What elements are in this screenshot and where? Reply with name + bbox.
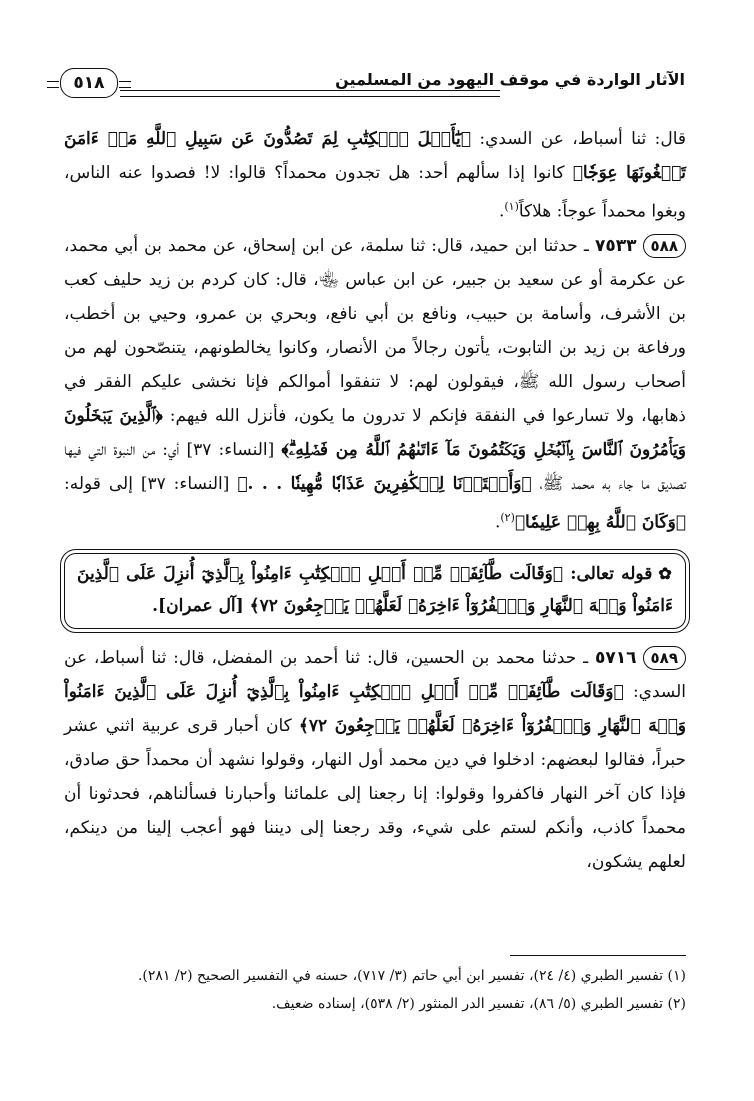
running-header — [60, 68, 685, 112]
p2-text-1: ـ حدثنا ابن حميد، قال: ثنا سلمة، عن ابن إسحاق، عن محمد بن أبي محمد، عن عكرمة أو عن سعيد بن جبير، عن ابن عباس ﵄، قال: كان كردم بن زيد حليف كعب بن الأشرف، وأسامة بن حبيب، ونافع بن أبي نافع، وبحري بن عمرو، وحيي بن أخطب، ورفاعة بن زيد بن التابوت، يأتون رجالاً من الأنصار، وكانوا يخالطونهم، يتنصّحون لهم من أصحاب رسول الله ﷺ، فيقولون لهم: لا تنفقوا أموالكم فإنا نخشى عليكم الفقر في ذهابها، ولا تسارعوا في النفقة فإنكم لا تدرون ما يكون، فأنزل الله فيهم: — [64, 235, 686, 426]
p1-intro: قال: ثنا أسباط، عن السدي: — [470, 129, 687, 149]
quran-verse: ﴿يَٰٓأَهۡلَ ٱلۡكِتَٰبِ لِمَ تَصُدُّونَ عَن سَبِيلِ ٱللَّهِ مَنۡ ءَامَنَ تَبۡغُونَهَا عِوَجٗا﴾ — [64, 129, 686, 183]
hadith-number: ٧٥٣٣ — [595, 235, 637, 256]
header-rule — [120, 90, 500, 97]
p3-text-1: ـ حدثنا محمد بن الحسين، قال: ثنا أحمد بن المفضل، قال: ثنا أسباط، عن السدي: — [64, 648, 686, 703]
paragraph-1 — [64, 122, 686, 229]
box-verse: ﴿وَقَالَت طَّآئِفَةٞ مِّنۡ أَهۡلِ ٱلۡكِتَٰبِ ءَامِنُواْ بِٱلَّذِيٓ أُنزِلَ عَلَى ٱلَّذِينَ ءَامَنُواْ وَجۡهَ ٱلنَّهَارِ وَٱكۡفُرُوٓاْ ءَاخِرَهُۥ لَعَلَّهُمۡ يَرۡجِعُونَ ٧٢﴾ — [77, 564, 673, 617]
p1-text: كانوا إذا سألهم أحد: هل تجدون محمداً؟ قالوا: لا! فصدوا عنه الناس، وبغوا محمداً عوجاً: هلاكاً — [64, 163, 686, 222]
paragraph-2 — [64, 229, 686, 540]
footnote-1: (١) تفسير الطبري (٤/ ٢٤)، تفسير ابن أبي حاتم (٣/ ٧١٧)، حسنه في التفسير الصحيح (٢/ ٢٨١). — [137, 968, 686, 984]
quran-verse: ﴿وَأَعۡتَدۡنَا لِلۡكَٰفِرِينَ عَذَابٗا مُّهِينٗا . . .﴾ — [237, 473, 532, 494]
footnote-ref-2[interactable]: (٢) — [500, 510, 515, 524]
p1-end: . — [498, 201, 505, 222]
header-title: الآثار الواردة في موقف اليهود من المسلمين — [335, 70, 685, 89]
footnote-ref-1[interactable]: (١) — [504, 200, 519, 213]
athar-number-badge: ٥٨٩ — [643, 646, 686, 670]
p2-end: . — [494, 512, 501, 533]
paragraph-3 — [64, 641, 686, 879]
page-number: ٥١٨ — [60, 68, 118, 98]
quran-verse: ﴿وَقَالَت طَّآئِفَةٞ مِّنۡ أَهۡلِ ٱلۡكِتَٰبِ ءَامِنُواْ بِٱلَّذِيٓ أُنزِلَ عَلَى ٱلَّذِينَ ءَامَنُواْ وَجۡهَ ٱلنَّهَارِ وَٱكۡفُرُوٓاْ ءَاخِرَهُۥ لَعَلَّهُمۡ يَرۡجِعُونَ ٧٢﴾ — [64, 682, 687, 737]
athar-number-badge: ٥٨٨ — [643, 234, 686, 258]
quran-verse: ﴿ٱلَّذِينَ يَبۡخَلُونَ وَيَأۡمُرُونَ ٱلنَّاسَ بِٱلۡبُخۡلِ وَيَكۡتُمُونَ مَآ ءَاتَىٰهُمُ ٱللَّهُ مِن فَضۡلِهِۦۗ﴾ — [64, 405, 686, 460]
box-label: قوله تعالى: — [563, 564, 653, 585]
hadith-number: ٥٧١٦ — [595, 648, 637, 669]
footnote-2: (٢) تفسير الطبري (٥/ ٨٦)، تفسير الدر المنثور (٢/ ٥٣٨)، إسناده ضعيف. — [271, 996, 686, 1012]
quran-verse: ﴿وَكَانَ ٱللَّهُ بِهِمۡ عَلِيمٗا﴾ — [514, 512, 686, 533]
box-surah-ref: [آل عمران]. — [152, 596, 250, 617]
p3-text-2: كان أحبار قرى عربية اثني عشر حبراً، فقالوا لبعضهم: ادخلوا في دين محمد أول النهار، وقولوا نشهد أن محمداً حق صادق، فإذا كان آخر النهار فاكفروا وقولوا: إنا رجعنا إلى علمائنا وأحبارنا فسألناهم، فحدثونا أن محمداً كاذب، وأنكم لستم على شيء، وقد رجعنا إلى ديننا فهو أعجب إلينا من دينكم، لعلهم يشكون، — [64, 716, 686, 873]
p2-text-2: [النساء: ٣٧] أي: من النبوة التي فيها تصديق ما جاء به محمد ﷺ، — [64, 439, 686, 494]
p2-text-3: [النساء: ٣٧] إلى قوله: — [64, 473, 238, 494]
footnote-divider — [510, 955, 686, 956]
main-text — [64, 122, 686, 879]
verse-heading-box — [64, 553, 686, 629]
footnotes — [64, 962, 686, 1018]
flower-ornament-icon: ✿ — [658, 564, 674, 584]
